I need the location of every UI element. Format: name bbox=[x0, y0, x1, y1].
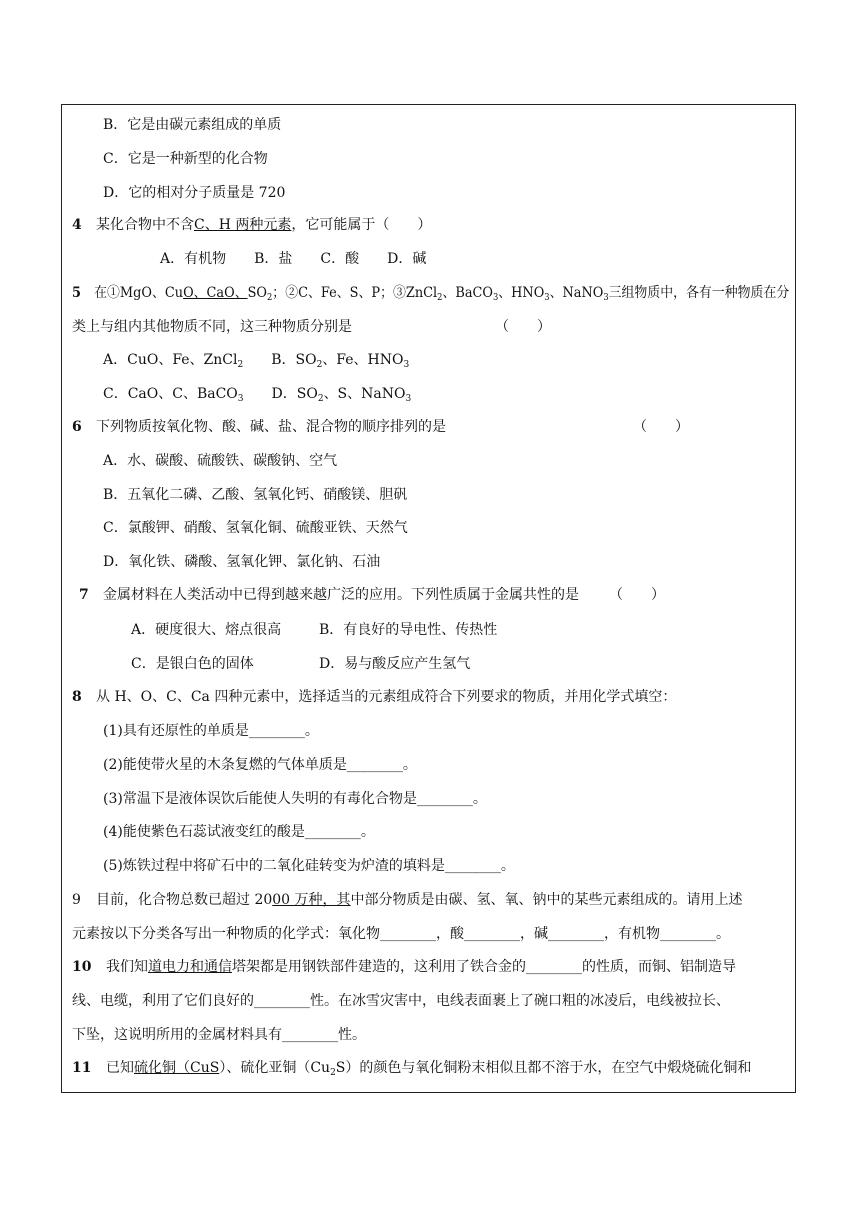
q11-text-1: 已知 bbox=[106, 1060, 134, 1076]
q5-answer-paren: （ ） bbox=[495, 319, 551, 335]
q6-option-b: B．五氧化二磷、乙酸、氢氧化钙、硝酸镁、胆矾 bbox=[103, 487, 408, 503]
q7-stem bbox=[79, 585, 665, 605]
q8-sub-4: (4)能使紫色石蕊试液变红的酸是________。 bbox=[103, 824, 375, 840]
q6-option-a: A．水、碳酸、硫酸铁、碳酸钠、空气 bbox=[103, 453, 338, 469]
q6-stem-text: 下列物质按氧化物、酸、碱、盐、混合物的顺序排列的是 bbox=[96, 419, 446, 435]
q11-stem-line1 bbox=[72, 1058, 751, 1078]
q3-option-b: B．它是由碳元素组成的单质 bbox=[103, 117, 282, 133]
q7-option-b: B．有良好的导电性、传热性 bbox=[319, 622, 498, 638]
q9-text-3: 中部分物质是由碳、氢、氧、钠中的某些元素组成的。请用上述 bbox=[350, 892, 743, 908]
q11-text-3: ）、硫化亚铜（Cu bbox=[219, 1060, 331, 1076]
q10-text-1: 我们知 bbox=[106, 959, 148, 975]
q11-text-4: S）的颜色与氧化铜粉末相似且都不溶于水，在空气中煅烧硫化铜和 bbox=[335, 1060, 752, 1076]
q7-option-c: C．是银白色的固体 bbox=[131, 656, 254, 672]
q11-number: 11 bbox=[72, 1060, 92, 1076]
q10-stem-line2: 线、电缆，利用了它们良好的________性。在冰雪灾害中，电线表面裹上了碗口粗的冰凌后，电线被拉长、 bbox=[72, 993, 730, 1009]
q11-subscript: 2 bbox=[330, 1068, 336, 1078]
q6-option-d: D．氧化铁、磷酸、氢氧化钾、氯化钠、石油 bbox=[103, 554, 381, 570]
q10-text-3: 塔架都是用钢铁部件建造的，这利用了铁合金的________的性质，而铜、铝制造导 bbox=[232, 959, 736, 975]
q4-text-underlined: C、H 两种元素 bbox=[194, 217, 292, 233]
q6-option-c: C．氯酸钾、硝酸、氢氧化铜、硫酸亚铁、天然气 bbox=[103, 520, 408, 536]
q8-sub-3: (3)常温下是液体误饮后能使人失明的有毒化合物是________。 bbox=[103, 791, 487, 807]
q5-stem-line1: 5 在①MgO、CuO、CaO、$SO_2$；②C、Fe、S、P；③ZnCl$_2$、BaCO$_3$、$HNO_3$、NaNO$_3$三组物质中，各有一种物质在分 bbox=[72, 285, 790, 303]
q5-number: 5 bbox=[72, 285, 81, 301]
q8-number: 8 bbox=[72, 689, 82, 705]
q7-options-ab bbox=[131, 620, 497, 640]
q9-number: 9 bbox=[72, 892, 81, 908]
q9-stem-line2: 元素按以下分类各写出一种物质的化学式：氧化物________，酸________，碱________，有机物________。 bbox=[72, 926, 730, 942]
q8-sub-1: (1)具有还原性的单质是________。 bbox=[103, 723, 319, 739]
q8-sub-5: (5)炼铁过程中将矿石中的二氧化硅转变为炉渣的填料是________。 bbox=[103, 858, 515, 874]
q4-text-3: ，它可能属于（ ） bbox=[291, 217, 432, 233]
q7-option-a: A．硬度很大、熔点很高 bbox=[131, 622, 282, 638]
q5-options-ab: A．CuO、Fe、ZnCl$_2$ B．$SO_2$、Fe、$HNO_3$ bbox=[103, 352, 410, 370]
q9-stem-line1 bbox=[72, 890, 743, 910]
q10-text-underlined: 道电力和通信 bbox=[148, 959, 232, 975]
q4-text-1: 某化合物中不含 bbox=[96, 217, 194, 233]
q10-number: 10 bbox=[72, 959, 92, 975]
q7-option-d: D．易与酸反应产生氢气 bbox=[319, 656, 471, 672]
question-table-frame bbox=[61, 104, 796, 1093]
q6-number: 6 bbox=[72, 419, 82, 435]
q8-stem-text: 从 H、O、C、Ca 四种元素中，选择适当的元素组成符合下列要求的物质，并用化学式填空： bbox=[96, 689, 677, 705]
q11-text-underlined: 硫化铜（CuS bbox=[134, 1060, 220, 1076]
q7-stem-text: 金属材料在人类活动中已得到越来越广泛的应用。下列性质属于金属共性的是 bbox=[103, 587, 579, 603]
q5-line2-text: 类上与组内其他物质不同，这三种物质分别是 bbox=[72, 319, 352, 335]
q4-number: 4 bbox=[72, 217, 82, 233]
q9-text-1: 目前，化合物总数已超过 20 bbox=[96, 892, 273, 908]
q10-stem-line3: 下坠，这说明所用的金属材料具有________性。 bbox=[72, 1027, 366, 1043]
q10-stem-line1 bbox=[72, 957, 736, 977]
q4-options: A．有机物 B．盐 C．酸 D．碱 bbox=[160, 251, 427, 267]
q9-text-underlined: 00 万种，其 bbox=[272, 892, 351, 908]
q7-answer-paren: （ ） bbox=[609, 587, 665, 603]
q8-sub-2: (2)能使带火星的木条复燃的气体单质是________。 bbox=[103, 757, 417, 773]
q3-option-d: D．它的相对分子质量是 720 bbox=[103, 185, 286, 201]
q4-stem bbox=[72, 215, 431, 235]
q5-stem-line2 bbox=[72, 317, 551, 337]
q8-stem bbox=[72, 687, 676, 707]
q7-number: 7 bbox=[79, 587, 89, 603]
q3-option-c: C．它是一种新型的化合物 bbox=[103, 151, 268, 167]
q6-stem bbox=[72, 417, 689, 437]
q6-answer-paren: （ ） bbox=[633, 419, 689, 435]
q5-options-cd: C．CaO、C、BaCO$_3$ D．$SO_2$、S、NaNO$_3$ bbox=[103, 386, 412, 404]
q7-options-cd bbox=[131, 654, 470, 674]
